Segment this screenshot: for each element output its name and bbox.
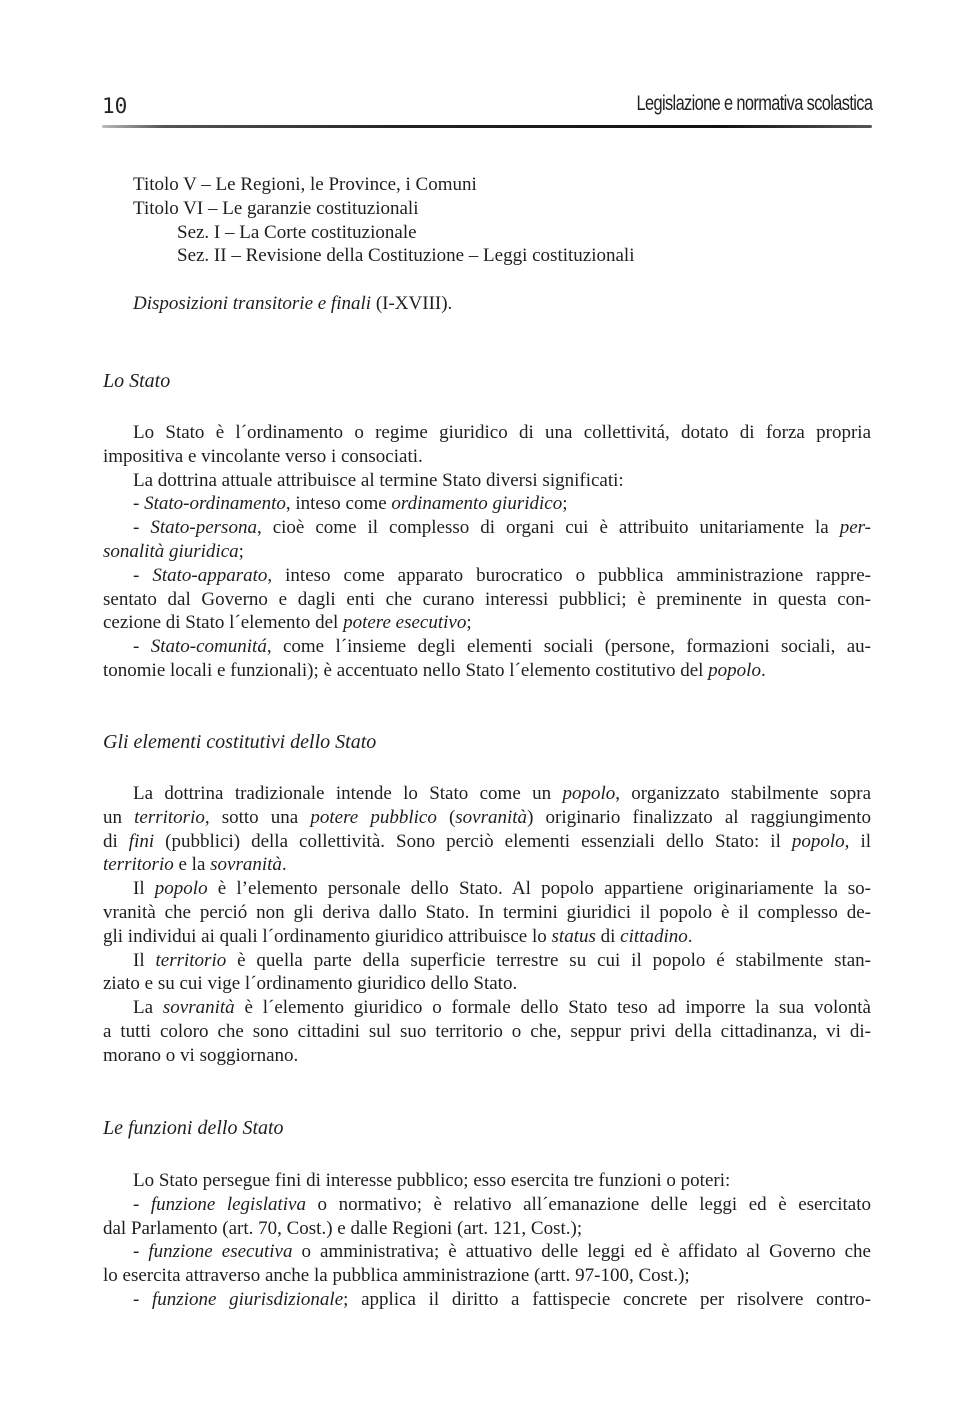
- toc-titolo-vi: Titolo VI – Le garanzie costituzionali: [133, 197, 419, 219]
- bullet-funzione-giurisdizionale: - funzione giurisdizionale; applica il diritto a fattispecie concrete per risolvere contro-: [133, 1288, 871, 1310]
- toc-sez-ii: Sez. II – Revisione della Costituzione – Leggi costituzionali: [177, 245, 635, 267]
- heading-lo-stato: Lo Stato: [103, 370, 171, 392]
- paragraph-line: impositiva e vincolante verso i consociati.: [103, 445, 423, 467]
- toc-titolo-v: Titolo V – Le Regioni, le Province, i Comuni: [133, 174, 477, 195]
- heading-funzioni: Le funzioni dello Stato: [103, 1117, 284, 1139]
- bullet-funzione-esecutiva: - funzione esecutiva o amministrativa; è attuativo delle leggi ed è affidato al Governo che: [133, 1241, 871, 1263]
- toc-sez-i: Sez. I – La Corte costituzionale: [177, 221, 417, 243]
- bullet-funzione-legislativa: - funzione legislativa o normativo; è relativo all´emanazione delle leggi ed è esercitato: [133, 1193, 872, 1215]
- paragraph-line: La dottrina attuale attribuisce al termine Stato diversi significati:: [133, 469, 624, 491]
- paragraph-line: Lo Stato è l´ordinamento o regime giuridico di una collettivitá, dotato di forza propria: [133, 422, 871, 443]
- section-elementi: La dottrina tradizionale intende lo Stato come un popolo, organizzato stabilmente sopra un territorio, sotto una potere pubblico (sovranità) originario finalizzato al raggiungimento di fini (pubblici) della collettività. Sono perciò elementi essenziali dello Stato: il popolo, il territorio e la sovranità. Il popolo è l’elemento personale dello Stato. Al popolo appartiene originariamente la so- vranità che perció non gli deriva dallo Stato. In termini giuridici il popolo è il complesso de- gli individui ai quali l´ordinamento giuridico attribuisce lo status di cittadino. Il territorio è quella parte della superficie terrestre su cui il popolo é stabilmente stan- ziato e su cui vige l´ordinamento giuridico dello Stato. La sovranità è l´elemento giuridico o formale dello Stato teso ad imporre la sua volontà a tutti coloro che sono cittadini sul suo territorio o che, seppur privi della cittadinanza, vi di- morano o vi soggiornano.: [103, 783, 872, 1066]
- bullet-stato-ordinamento: - Stato-ordinamento, inteso come ordinamento giuridico;: [133, 493, 568, 515]
- bullet-stato-comunita: - Stato-comunitá, come l´insieme degli elementi sociali (persone, formazioni sociali, au-: [133, 636, 872, 658]
- section-funzioni: Lo Stato persegue fini di interesse pubblico; esso esercita tre funzioni o poteri: - funzione legislativa o normativo; è relativo all´emanazione delle leggi ed è esercitato dal Parlamento (art. 70, Cost.) e dalle Regioni (art. 121, Cost.); - funzione esecutiva o amministrativa; è attuativo delle leggi ed è affidato al Governo che lo esercita attraverso anche la pubblica amministrazione (artt. 97-100, Cost.); - funzione giurisdizionale; applica il diritto a fattispecie concrete per risolvere contro-: [103, 1170, 872, 1310]
- section-lo-stato: Lo Stato è l´ordinamento o regime giuridico di una collettivitá, dotato di forza propria impositiva e vincolante verso i consociati. La dottrina attuale attribuisce al termine Stato diversi significati: - Stato-ordinamento, inteso come ordinamento giuridico; - Stato-persona, cioè come il complesso di organi cui è attribuito unitariamente la per- sonalità giuridica; - Stato-apparato, inteso come apparato burocratico o pubblica amministrazione rappre- sentato dal Governo e dagli enti che curano interessi pubblici; è preminente in questa con- cezione di Stato l´elemento del potere esecutivo; - Stato-comunitá, come l´insieme degli elementi sociali (persone, formazioni sociali, au- tonomie locali e funzionali); è accentuato nello Stato l´elemento costitutivo del popolo.: [103, 422, 872, 681]
- toc-disposizioni: Disposizioni transitorie e finali (I-XVIII).: [133, 293, 453, 314]
- header-rule: [102, 125, 872, 128]
- running-header: [102, 92, 872, 124]
- disposizioni-italic: Disposizioni transitorie e finali: [133, 293, 372, 314]
- running-title: Legislazione e normativa scolastica: [636, 92, 872, 115]
- bullet-stato-apparato: - Stato-apparato, inteso come apparato burocratico o pubblica amministrazione rappre-: [133, 564, 871, 586]
- toc-block: [103, 173, 871, 268]
- bullet-stato-persona: - Stato-persona, cioè come il complesso di organi cui è attribuito unitariamente la per-: [133, 517, 872, 539]
- page-number: 10: [102, 94, 128, 118]
- heading-elementi-costitutivi: Gli elementi costitutivi dello Stato: [103, 731, 377, 753]
